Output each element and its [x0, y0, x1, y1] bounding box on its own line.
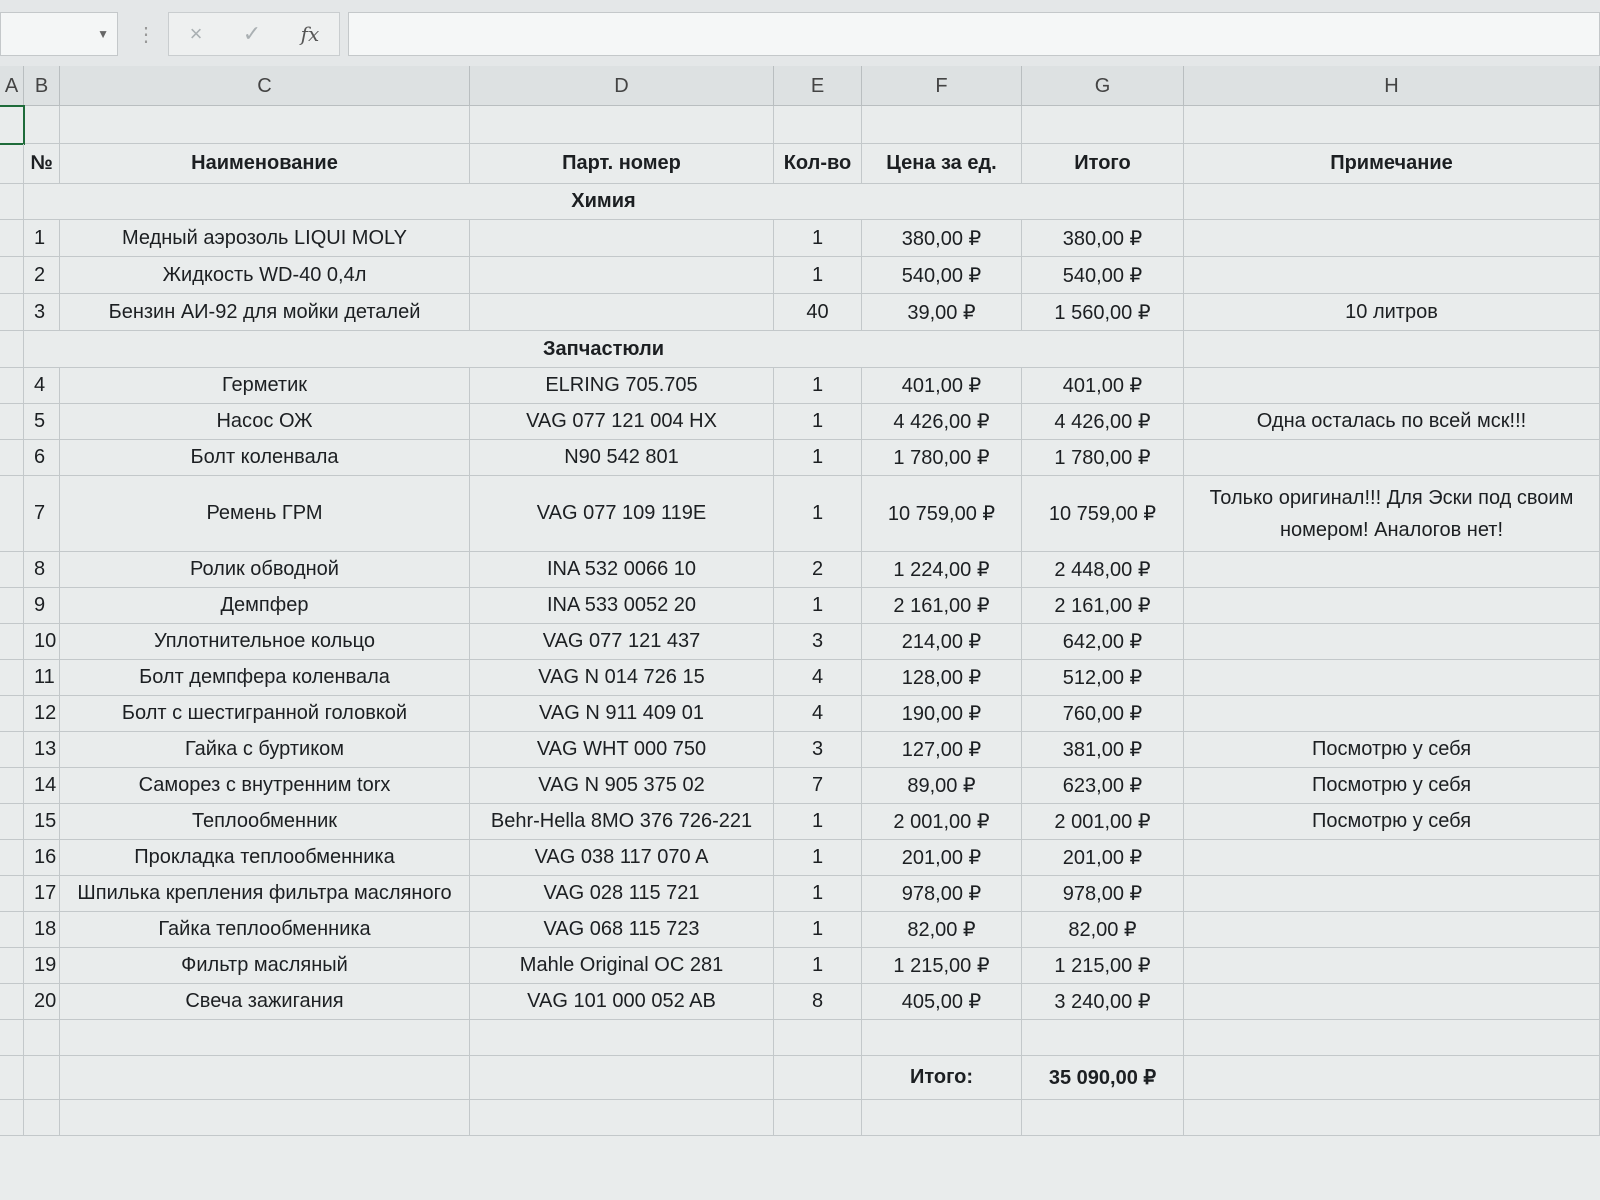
row-18-name[interactable]: Гайка теплообменника [60, 912, 470, 948]
row-5-note[interactable]: Одна осталась по всей мск!!! [1184, 404, 1600, 440]
row-6-note[interactable] [1184, 440, 1600, 476]
row-15-note[interactable]: Посмотрю у себя [1184, 804, 1600, 840]
grip-icon: ⋮ [136, 24, 156, 46]
row-9-part[interactable]: INA 533 0052 20 [470, 588, 774, 624]
row-9-note[interactable] [1184, 588, 1600, 624]
cell[interactable] [0, 804, 24, 840]
name-box[interactable] [0, 12, 118, 56]
column-header-e[interactable]: E [774, 66, 862, 106]
row-7-qty[interactable]: 1 [774, 476, 862, 552]
cell[interactable] [0, 912, 24, 948]
row-16-no[interactable]: 16 [24, 840, 60, 876]
row-6-part[interactable]: N90 542 801 [470, 440, 774, 476]
chevron-down-icon[interactable]: ▼ [97, 27, 109, 41]
row-1-no[interactable]: 1 [24, 220, 60, 257]
row-6-qty[interactable]: 1 [774, 440, 862, 476]
cell[interactable] [0, 368, 24, 404]
row-8-total[interactable]: 2 448,00 ₽ [1022, 552, 1184, 588]
row-15-name[interactable]: Теплообменник [60, 804, 470, 840]
row-11-note[interactable] [1184, 660, 1600, 696]
row-1-total[interactable]: 380,00 ₽ [1022, 220, 1184, 257]
row-10-name[interactable]: Уплотнительное кольцо [60, 624, 470, 660]
cell[interactable] [24, 1100, 60, 1136]
row-20-note[interactable] [1184, 984, 1600, 1020]
section-title-chem[interactable]: Химия [24, 184, 1184, 220]
cell[interactable] [0, 1056, 24, 1100]
row-17-price[interactable]: 978,00 ₽ [862, 876, 1022, 912]
row-8-price[interactable]: 1 224,00 ₽ [862, 552, 1022, 588]
cell[interactable] [0, 220, 24, 257]
cell[interactable] [1184, 1056, 1600, 1100]
row-17-total[interactable]: 978,00 ₽ [1022, 876, 1184, 912]
row-11-name[interactable]: Болт демпфера коленвала [60, 660, 470, 696]
cell-h[interactable] [1184, 184, 1600, 220]
cell[interactable] [1184, 1020, 1600, 1056]
row-2-price[interactable]: 540,00 ₽ [862, 257, 1022, 294]
row-2-note[interactable] [1184, 257, 1600, 294]
cell[interactable] [0, 144, 24, 184]
cell[interactable] [0, 732, 24, 768]
row-8-no[interactable]: 8 [24, 552, 60, 588]
selected-cell[interactable] [0, 105, 25, 145]
cell[interactable] [0, 840, 24, 876]
cell[interactable] [24, 1056, 60, 1100]
row-2-no[interactable]: 2 [24, 257, 60, 294]
row-19-name[interactable]: Фильтр масляный [60, 948, 470, 984]
row-14-name[interactable]: Саморез с внутренним torx [60, 768, 470, 804]
cell[interactable] [1184, 1100, 1600, 1136]
row-8-qty[interactable]: 2 [774, 552, 862, 588]
row-3-qty[interactable]: 40 [774, 294, 862, 331]
row-10-note[interactable] [1184, 624, 1600, 660]
column-header-a[interactable]: A [0, 66, 24, 106]
row-16-part[interactable]: VAG 038 117 070 A [470, 840, 774, 876]
cell[interactable] [0, 624, 24, 660]
row-9-no[interactable]: 9 [24, 588, 60, 624]
row-13-note[interactable]: Посмотрю у себя [1184, 732, 1600, 768]
row-13-total[interactable]: 381,00 ₽ [1022, 732, 1184, 768]
row-17-note[interactable] [1184, 876, 1600, 912]
row-4-note[interactable] [1184, 368, 1600, 404]
cell[interactable] [0, 404, 24, 440]
row-4-total[interactable]: 401,00 ₽ [1022, 368, 1184, 404]
row-6-name[interactable]: Болт коленвала [60, 440, 470, 476]
row-8-part[interactable]: INA 532 0066 10 [470, 552, 774, 588]
row-5-total[interactable]: 4 426,00 ₽ [1022, 404, 1184, 440]
row-6-no[interactable]: 6 [24, 440, 60, 476]
row-3-no[interactable]: 3 [24, 294, 60, 331]
row-19-qty[interactable]: 1 [774, 948, 862, 984]
row-9-name[interactable]: Демпфер [60, 588, 470, 624]
column-header-f[interactable]: F [862, 66, 1022, 106]
row-5-name[interactable]: Насос ОЖ [60, 404, 470, 440]
row-18-total[interactable]: 82,00 ₽ [1022, 912, 1184, 948]
row-6-price[interactable]: 1 780,00 ₽ [862, 440, 1022, 476]
row-14-qty[interactable]: 7 [774, 768, 862, 804]
cell[interactable] [470, 106, 774, 144]
row-4-part[interactable]: ELRING 705.705 [470, 368, 774, 404]
row-14-part[interactable]: VAG N 905 375 02 [470, 768, 774, 804]
row-19-note[interactable] [1184, 948, 1600, 984]
row-4-qty[interactable]: 1 [774, 368, 862, 404]
cell[interactable] [774, 1100, 862, 1136]
cell[interactable] [862, 1020, 1022, 1056]
row-20-total[interactable]: 3 240,00 ₽ [1022, 984, 1184, 1020]
row-7-name[interactable]: Ремень ГРМ [60, 476, 470, 552]
row-16-qty[interactable]: 1 [774, 840, 862, 876]
row-1-name[interactable]: Медный аэрозоль LIQUI MOLY [60, 220, 470, 257]
row-1-part[interactable] [470, 220, 774, 257]
cell[interactable] [60, 106, 470, 144]
header-part[interactable]: Парт. номер [470, 144, 774, 184]
row-17-qty[interactable]: 1 [774, 876, 862, 912]
row-3-note[interactable]: 10 литров [1184, 294, 1600, 331]
cell[interactable] [1022, 1020, 1184, 1056]
row-5-price[interactable]: 4 426,00 ₽ [862, 404, 1022, 440]
cell-a[interactable] [0, 184, 24, 220]
row-18-note[interactable] [1184, 912, 1600, 948]
formula-bar [0, 0, 1600, 67]
row-7-part[interactable]: VAG 077 109 119E [470, 476, 774, 552]
row-10-qty[interactable]: 3 [774, 624, 862, 660]
row-11-qty[interactable]: 4 [774, 660, 862, 696]
row-16-note[interactable] [1184, 840, 1600, 876]
row-13-no[interactable]: 13 [24, 732, 60, 768]
cell[interactable] [1184, 106, 1600, 144]
row-4-price[interactable]: 401,00 ₽ [862, 368, 1022, 404]
row-7-price[interactable]: 10 759,00 ₽ [862, 476, 1022, 552]
row-18-price[interactable]: 82,00 ₽ [862, 912, 1022, 948]
row-3-name[interactable]: Бензин АИ-92 для мойки деталей [60, 294, 470, 331]
cell[interactable] [470, 1100, 774, 1136]
row-12-part[interactable]: VAG N 911 409 01 [470, 696, 774, 732]
row-4-name[interactable]: Герметик [60, 368, 470, 404]
row-11-price[interactable]: 128,00 ₽ [862, 660, 1022, 696]
function-icon[interactable]: fx [300, 22, 320, 46]
row-20-qty[interactable]: 8 [774, 984, 862, 1020]
cell[interactable] [470, 1020, 774, 1056]
total-value[interactable]: 35 090,00 ₽ [1022, 1056, 1184, 1100]
row-20-no[interactable]: 20 [24, 984, 60, 1020]
row-9-price[interactable]: 2 161,00 ₽ [862, 588, 1022, 624]
row-9-qty[interactable]: 1 [774, 588, 862, 624]
row-15-price[interactable]: 2 001,00 ₽ [862, 804, 1022, 840]
row-15-no[interactable]: 15 [24, 804, 60, 840]
cell[interactable] [0, 876, 24, 912]
header-price[interactable]: Цена за ед. [862, 144, 1022, 184]
row-12-note[interactable] [1184, 696, 1600, 732]
row-10-part[interactable]: VAG 077 121 437 [470, 624, 774, 660]
row-12-qty[interactable]: 4 [774, 696, 862, 732]
row-15-part[interactable]: Behr-Hella 8MO 376 726-221 [470, 804, 774, 840]
row-12-no[interactable]: 12 [24, 696, 60, 732]
cell[interactable] [0, 984, 24, 1020]
row-19-no[interactable]: 19 [24, 948, 60, 984]
cell[interactable] [0, 1020, 24, 1056]
cell[interactable] [0, 660, 24, 696]
row-14-total[interactable]: 623,00 ₽ [1022, 768, 1184, 804]
row-12-name[interactable]: Болт с шестигранной головкой [60, 696, 470, 732]
row-18-qty[interactable]: 1 [774, 912, 862, 948]
cell[interactable] [0, 476, 24, 552]
row-19-part[interactable]: Mahle Original OC 281 [470, 948, 774, 984]
cell[interactable] [1022, 106, 1184, 144]
row-3-total[interactable]: 1 560,00 ₽ [1022, 294, 1184, 331]
header-name[interactable]: Наименование [60, 144, 470, 184]
column-header-b[interactable]: B [24, 66, 60, 106]
header-total[interactable]: Итого [1022, 144, 1184, 184]
row-16-price[interactable]: 201,00 ₽ [862, 840, 1022, 876]
row-14-no[interactable]: 14 [24, 768, 60, 804]
cell[interactable] [60, 1020, 470, 1056]
cancel-icon[interactable]: × [189, 21, 203, 46]
row-3-part[interactable] [470, 294, 774, 331]
row-3-price[interactable]: 39,00 ₽ [862, 294, 1022, 331]
row-10-total[interactable]: 642,00 ₽ [1022, 624, 1184, 660]
section-title-parts[interactable]: Запчастюли [24, 331, 1184, 368]
row-12-total[interactable]: 760,00 ₽ [1022, 696, 1184, 732]
cell[interactable] [0, 696, 24, 732]
cell[interactable] [774, 106, 862, 144]
cell[interactable] [470, 1056, 774, 1100]
row-1-price[interactable]: 380,00 ₽ [862, 220, 1022, 257]
row-5-qty[interactable]: 1 [774, 404, 862, 440]
row-15-total[interactable]: 2 001,00 ₽ [1022, 804, 1184, 840]
row-15-qty[interactable]: 1 [774, 804, 862, 840]
row-17-no[interactable]: 17 [24, 876, 60, 912]
row-8-note[interactable] [1184, 552, 1600, 588]
row-20-part[interactable]: VAG 101 000 052 AB [470, 984, 774, 1020]
row-13-name[interactable]: Гайка с буртиком [60, 732, 470, 768]
cell[interactable] [0, 294, 24, 331]
row-18-part[interactable]: VAG 068 115 723 [470, 912, 774, 948]
row-18-no[interactable]: 18 [24, 912, 60, 948]
row-8-name[interactable]: Ролик обводной [60, 552, 470, 588]
row-7-total[interactable]: 10 759,00 ₽ [1022, 476, 1184, 552]
cell[interactable] [774, 1056, 862, 1100]
row-14-price[interactable]: 89,00 ₽ [862, 768, 1022, 804]
row-17-name[interactable]: Шпилька крепления фильтра масляного [60, 876, 470, 912]
row-4-no[interactable]: 4 [24, 368, 60, 404]
formula-buttons [168, 12, 340, 56]
cell[interactable] [862, 1100, 1022, 1136]
row-5-no[interactable]: 5 [24, 404, 60, 440]
row-2-part[interactable] [470, 257, 774, 294]
row-9-total[interactable]: 2 161,00 ₽ [1022, 588, 1184, 624]
cell[interactable] [0, 588, 24, 624]
header-note[interactable]: Примечание [1184, 144, 1600, 184]
row-7-no[interactable]: 7 [24, 476, 60, 552]
header-qty[interactable]: Кол-во [774, 144, 862, 184]
row-12-price[interactable]: 190,00 ₽ [862, 696, 1022, 732]
row-16-total[interactable]: 201,00 ₽ [1022, 840, 1184, 876]
row-20-price[interactable]: 405,00 ₽ [862, 984, 1022, 1020]
confirm-icon[interactable]: ✓ [242, 21, 262, 46]
column-header-c[interactable]: C [60, 66, 470, 106]
row-11-no[interactable]: 11 [24, 660, 60, 696]
column-header-h[interactable]: H [1184, 66, 1600, 106]
column-header-d[interactable]: D [470, 66, 774, 106]
row-11-part[interactable]: VAG N 014 726 15 [470, 660, 774, 696]
row-2-total[interactable]: 540,00 ₽ [1022, 257, 1184, 294]
row-16-name[interactable]: Прокладка теплообменника [60, 840, 470, 876]
row-7-note[interactable]: Только оригинал!!! Для Эски под своим номером! Аналогов нет! [1184, 476, 1600, 552]
row-1-qty[interactable]: 1 [774, 220, 862, 257]
formula-input[interactable] [348, 12, 1600, 56]
row-20-name[interactable]: Свеча зажигания [60, 984, 470, 1020]
cell[interactable] [0, 552, 24, 588]
header-no[interactable]: № [24, 144, 60, 184]
cell[interactable] [60, 1100, 470, 1136]
row-6-total[interactable]: 1 780,00 ₽ [1022, 440, 1184, 476]
row-11-total[interactable]: 512,00 ₽ [1022, 660, 1184, 696]
cell[interactable] [0, 257, 24, 294]
row-19-total[interactable]: 1 215,00 ₽ [1022, 948, 1184, 984]
row-13-price[interactable]: 127,00 ₽ [862, 732, 1022, 768]
row-2-qty[interactable]: 1 [774, 257, 862, 294]
row-10-no[interactable]: 10 [24, 624, 60, 660]
row-13-part[interactable]: VAG WHT 000 750 [470, 732, 774, 768]
cell[interactable] [0, 440, 24, 476]
cell-h[interactable] [1184, 331, 1600, 368]
cell-a[interactable] [0, 331, 24, 368]
row-14-note[interactable]: Посмотрю у себя [1184, 768, 1600, 804]
row-1-note[interactable] [1184, 220, 1600, 257]
total-label[interactable]: Итого: [862, 1056, 1022, 1100]
row-13-qty[interactable]: 3 [774, 732, 862, 768]
cell[interactable] [24, 1020, 60, 1056]
row-19-price[interactable]: 1 215,00 ₽ [862, 948, 1022, 984]
row-17-part[interactable]: VAG 028 115 721 [470, 876, 774, 912]
cell[interactable] [24, 106, 60, 144]
cell[interactable] [0, 948, 24, 984]
row-5-part[interactable]: VAG 077 121 004 HX [470, 404, 774, 440]
cell[interactable] [60, 1056, 470, 1100]
row-10-price[interactable]: 214,00 ₽ [862, 624, 1022, 660]
row-2-name[interactable]: Жидкость WD-40 0,4л [60, 257, 470, 294]
cell[interactable] [0, 768, 24, 804]
cell[interactable] [774, 1020, 862, 1056]
cell[interactable] [862, 106, 1022, 144]
cell[interactable] [0, 1100, 24, 1136]
spreadsheet-grid [0, 66, 1600, 1200]
column-header-g[interactable]: G [1022, 66, 1184, 106]
cell[interactable] [1022, 1100, 1184, 1136]
